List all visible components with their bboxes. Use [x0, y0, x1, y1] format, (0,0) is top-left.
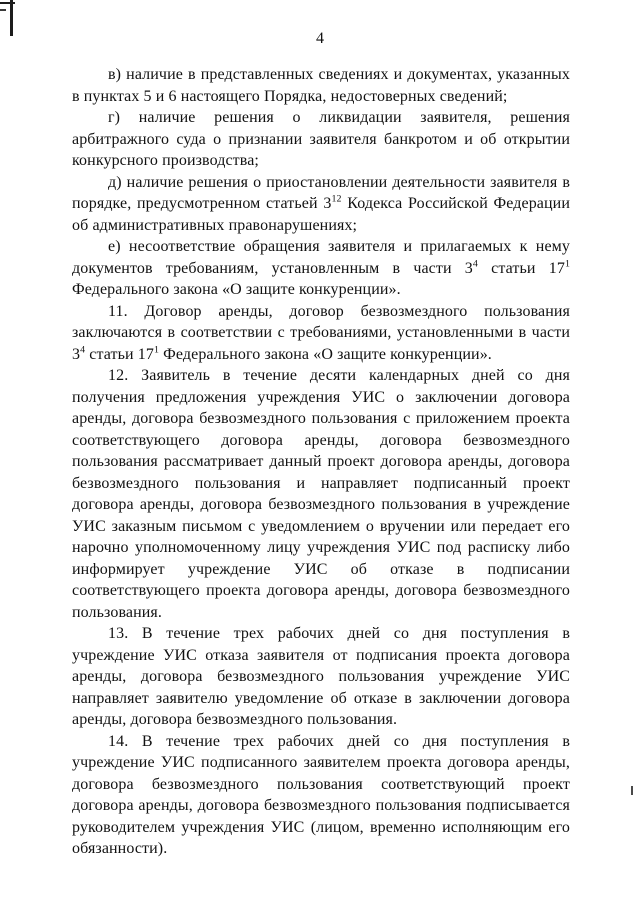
scan-artifact-top-dash-2 [0, 9, 6, 11]
document-body [72, 64, 570, 860]
paragraph [72, 107, 570, 172]
text-run: Федерального закона «О защите конкуренции». [159, 345, 492, 363]
text-run: 12. Заявитель в течение десяти календарных дней со дня получения предложения учреждения УИС о заключении договора аренды, договора безвозмездного пользования с приложением проекта соответствующего договора аренды, договора безвозмездного пользования рассматривает данный проект договора аренды, договора безвозмездного пользования и направляет подписанный проект договора аренды, договора безвозмездного пользования в учреждение УИС заказным письмом с уведомлением о вручении или передает его нарочно уполномоченному лицу учреждения УИС под расписку либо информирует учреждение УИС об отказе в подписании соответствующего проекта договора аренды, договора безвозмездного пользования. [72, 367, 570, 621]
superscript: 4 [472, 258, 478, 270]
paragraph [72, 64, 570, 107]
paragraph [72, 301, 570, 366]
text-run: 11. Договор аренды, договор безвозмездного пользования заключаются в соответствии с требованиями, установленными в части 3 [72, 302, 570, 363]
page-number: 4 [316, 30, 324, 47]
superscript: 1 [154, 344, 160, 356]
superscript: 4 [80, 344, 86, 356]
scan-artifact-left-line [10, 0, 13, 36]
paragraph [72, 236, 570, 301]
text-run: д) наличие решения о приостановлении деятельности заявителя в порядке, предусмотренном статьей 3 [72, 173, 570, 212]
paragraph [72, 623, 570, 731]
text-run: Кодекса Российской Федерации об административных правонарушениях; [72, 195, 571, 234]
text-run: статьи 17 [477, 259, 565, 277]
scan-artifact-top-dash [0, 2, 15, 4]
paragraph [72, 172, 570, 237]
paragraph [72, 731, 570, 860]
text-run: статьи 17 [85, 345, 154, 363]
text-run: г) наличие решения о ликвидации заявителя, решения арбитражного суда о признании заявителя банкротом и об открытии конкурсного производства; [72, 109, 570, 169]
text-run: 14. В течение трех рабочих дней со дня поступления в учреждение УИС подписанного заявителем проекта договора аренды, договора безвозмездного пользования соответствующий проект договора аренды, договора безвозмездного пользования подписывается руководителем учреждения УИС (лицом, временно исполняющим его обязанности). [72, 732, 570, 857]
superscript: 12 [331, 193, 342, 205]
text-run: Федерального закона «О защите конкуренции». [72, 281, 401, 298]
text-run: 13. В течение трех рабочих дней со дня поступления в учреждение УИС отказа заявителя от подписания проекта договора аренды, договора безвозмездного пользования учреждение УИС направляет заявителю уведомление об отказе в заключении договора аренды, договора безвозмездного пользования. [72, 625, 570, 728]
paragraph [72, 365, 570, 623]
superscript: 1 [564, 258, 571, 270]
text-run: е) несоответствие обращения заявителя и прилагаемых к нему документов требованиям, установленным в части 3 [72, 238, 570, 277]
text-run: в) наличие в представленных сведениях и документах, указанных в пунктах 5 и 6 настоящего Порядка, недостоверных сведений; [72, 66, 570, 105]
scan-artifact-right-mark [631, 786, 633, 795]
